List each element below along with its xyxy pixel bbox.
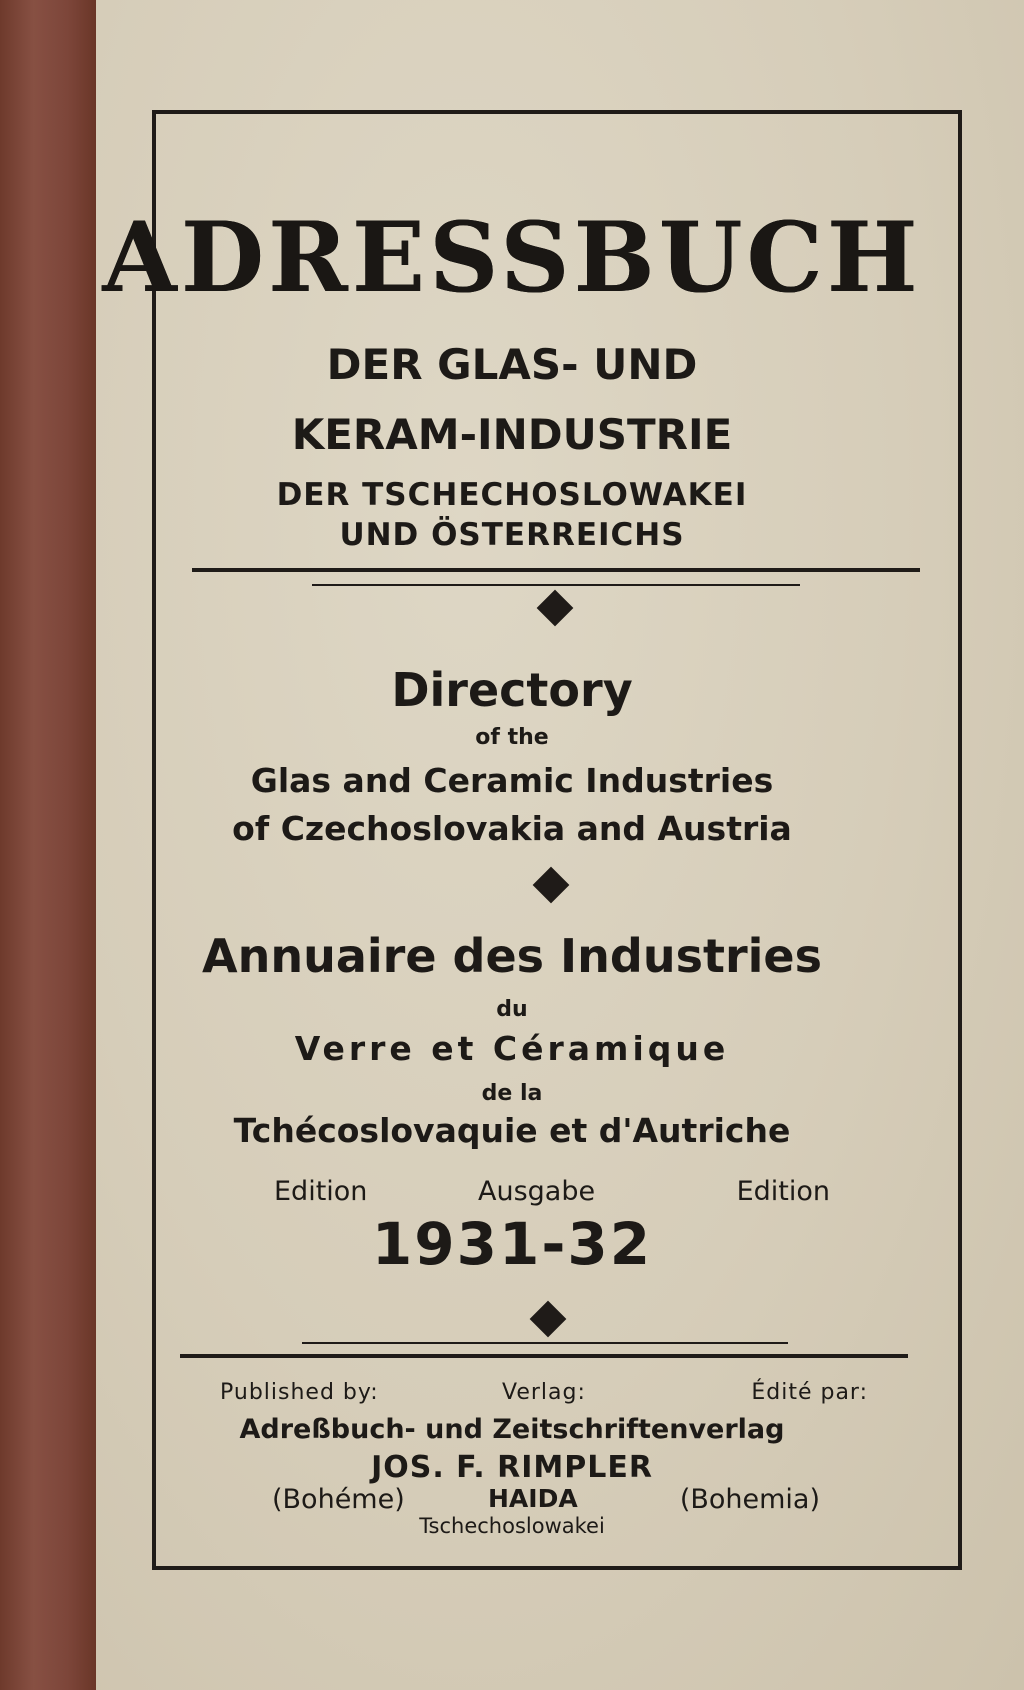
publisher-labels: [218, 1380, 868, 1410]
french-de-la: de la: [481, 1081, 543, 1106]
publisher-city: HAIDA: [488, 1484, 578, 1513]
publisher-place-fr: (Bohéme): [272, 1484, 405, 1515]
english-line2: of Czechoslovakia and Austria: [232, 809, 792, 848]
edition-label-de: Ausgabe: [478, 1176, 596, 1207]
french-du: du: [496, 997, 528, 1022]
french-heading: Annuaire des Industries: [201, 929, 822, 983]
english-heading: Directory: [391, 663, 633, 717]
divider-thin-lower: [302, 1342, 788, 1344]
english-of-the: of the: [475, 725, 549, 750]
divider-thick: [192, 568, 920, 572]
publisher-place-row: [270, 1484, 820, 1518]
edition-row: [270, 1176, 830, 1210]
french-line2: Tchécoslovaquie et d'Autriche: [233, 1111, 791, 1150]
publisher-name: JOS. F. RIMPLER: [371, 1450, 653, 1485]
publisher-country: Tschechoslowakei: [419, 1514, 605, 1538]
german-subtitle-line4: UND ÖSTERREICHS: [339, 517, 685, 553]
edition-label-en: Edition: [274, 1176, 368, 1207]
german-subtitle-line1: DER GLAS- UND: [326, 340, 698, 389]
cover-title: ADRESSBUCH: [102, 201, 922, 314]
edition-year: 1931-32: [371, 1210, 653, 1278]
publisher-label-en: Published by:: [220, 1380, 379, 1405]
publisher-label-fr: Édité par:: [751, 1380, 868, 1405]
divider-thick-lower: [180, 1354, 908, 1358]
french-line1: Verre et Céramique: [294, 1029, 730, 1068]
german-subtitle-line3: DER TSCHECHOSLOWAKEI: [276, 477, 748, 513]
publisher-house: Adreßbuch- und Zeitschriftenverlag: [239, 1414, 785, 1445]
english-line1: Glas and Ceramic Industries: [250, 761, 774, 800]
publisher-place-en: (Bohemia): [679, 1484, 820, 1515]
edition-label-fr: Edition: [736, 1176, 830, 1207]
german-subtitle-line2: KERAM-INDUSTRIE: [291, 410, 733, 459]
divider-thin: [312, 584, 800, 586]
publisher-label-de: Verlag:: [502, 1380, 586, 1405]
